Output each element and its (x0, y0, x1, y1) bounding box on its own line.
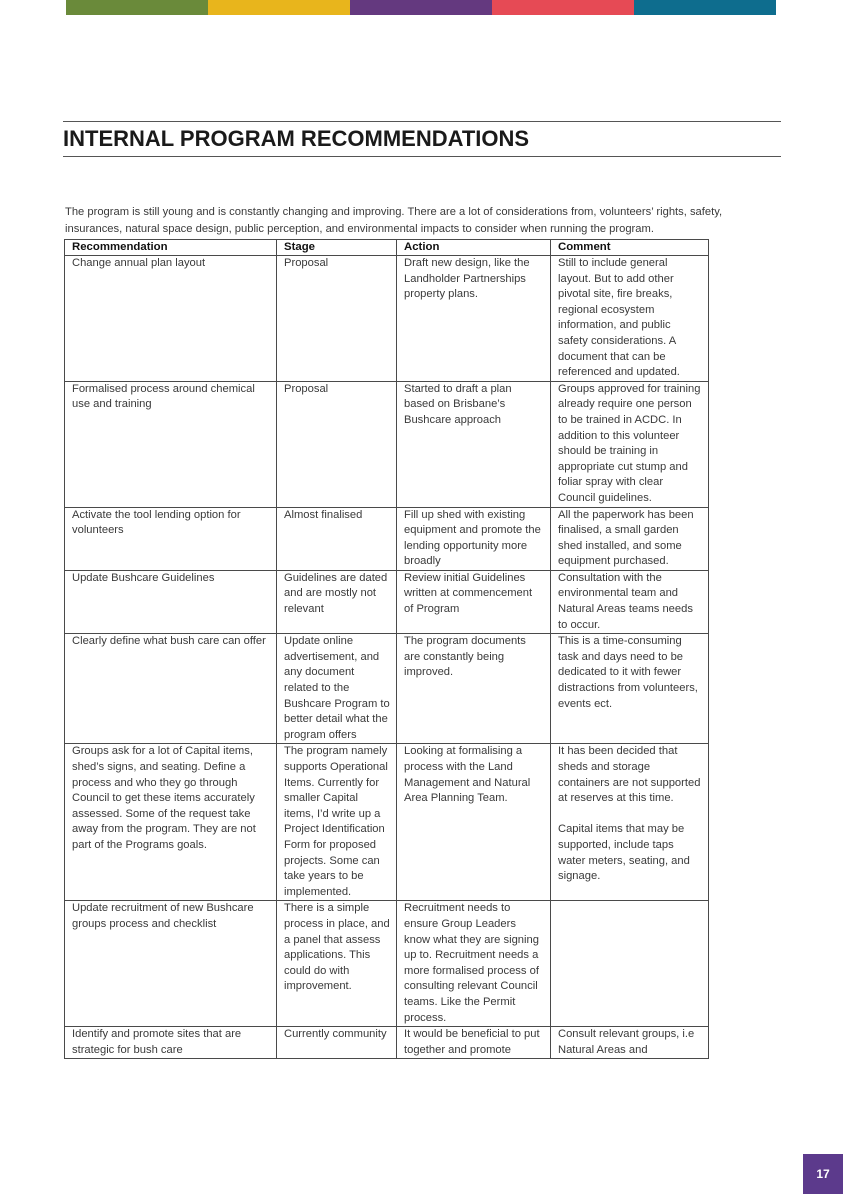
cell-comment: Groups approved for training already require one person to be trained in ACDC. In addition to this volunteer should be training in appropriate cut stump and foliar spray with clear Council guidelines. (551, 381, 709, 507)
table-row (65, 256, 709, 382)
cell-recommendation: Update recruitment of new Bushcare groups process and checklist (65, 901, 277, 1027)
color-bar-segment (634, 0, 776, 15)
cell-action: Looking at formalising a process with the Land Management and Natural Area Planning Team. (397, 744, 551, 901)
cell-comment (551, 901, 709, 1027)
color-bar-segment (66, 0, 208, 15)
cell-action: Fill up shed with existing equipment and promote the lending opportunity more broadly (397, 507, 551, 570)
cell-stage: There is a simple process in place, and a panel that assess applications. This could do with improvement. (277, 901, 397, 1027)
table-row (65, 381, 709, 507)
table-row (65, 744, 709, 901)
cell-comment: This is a time-consuming task and days need to be dedicated to it with fewer distractions from volunteers, events ect. (551, 634, 709, 744)
cell-recommendation: Groups ask for a lot of Capital items, shed’s signs, and seating. Define a process and who they go through Council to get these items accurately assessed. Some of the request take away from the program. They are not part of the Programs goals. (65, 744, 277, 901)
cell-action: The program documents are constantly being improved. (397, 634, 551, 744)
cell-stage: Almost finalised (277, 507, 397, 570)
intro-paragraph: The program is still young and is constantly changing and improving. There are a lot of considerations from, volunteers’ rights, safety, insurances, natural space design, public perception, and environmental impacts to consider when running the program. (65, 206, 723, 235)
brand-color-bar (66, 0, 776, 15)
cell-action: Started to draft a plan based on Brisbane’s Bushcare approach (397, 381, 551, 507)
column-header-recommendation: Recommendation (65, 240, 277, 256)
cell-action: Review initial Guidelines written at commencement of Program (397, 570, 551, 633)
cell-stage: The program namely supports Operational Items. Currently for smaller Capital items, I’d write up a Project Identification Form for proposed projects. Some can take years to be implemented. (277, 744, 397, 901)
page-number-badge: 17 (803, 1154, 843, 1194)
cell-stage: Update online advertisement, and any document related to the Bushcare Program to better detail what the program offers (277, 634, 397, 744)
cell-action: It would be beneficial to put together and promote (397, 1027, 551, 1059)
recommendations-table (64, 239, 709, 1059)
cell-stage: Proposal (277, 256, 397, 382)
cell-comment: Consult relevant groups, i.e Natural Areas and (551, 1027, 709, 1059)
cell-stage: Guidelines are dated and are mostly not relevant (277, 570, 397, 633)
table-row (65, 507, 709, 570)
cell-action: Draft new design, like the Landholder Partnerships property plans. (397, 256, 551, 382)
table-row (65, 570, 709, 633)
cell-action: Recruitment needs to ensure Group Leaders know what they are signing up to. Recruitment needs a more formalised process of consulting relevant Council teams. Like the Permit process. (397, 901, 551, 1027)
cell-recommendation: Activate the tool lending option for volunteers (65, 507, 277, 570)
cell-recommendation: Change annual plan layout (65, 256, 277, 382)
cell-recommendation: Clearly define what bush care can offer (65, 634, 277, 744)
column-header-stage: Stage (277, 240, 397, 256)
cell-stage: Currently community (277, 1027, 397, 1059)
table-row (65, 1027, 709, 1059)
cell-stage: Proposal (277, 381, 397, 507)
cell-recommendation: Formalised process around chemical use and training (65, 381, 277, 507)
cell-recommendation: Update Bushcare Guidelines (65, 570, 277, 633)
table-row (65, 634, 709, 744)
color-bar-segment (208, 0, 350, 15)
cell-comment: It has been decided that sheds and storage containers are not supported at reserves at this time. Capital items that may be supported, include taps water meters, seating, and signage. (551, 744, 709, 901)
column-header-comment: Comment (551, 240, 709, 256)
cell-comment: All the paperwork has been finalised, a small garden shed installed, and some equipment purchased. (551, 507, 709, 570)
cell-recommendation: Identify and promote sites that are strategic for bush care (65, 1027, 277, 1059)
table-row (65, 901, 709, 1027)
column-header-action: Action (397, 240, 551, 256)
table-header-row (65, 240, 709, 256)
color-bar-segment (350, 0, 492, 15)
page-title: INTERNAL PROGRAM RECOMMENDATIONS (63, 126, 530, 151)
heading-block (63, 121, 781, 157)
cell-comment: Consultation with the environmental team and Natural Areas teams needs to occur. (551, 570, 709, 633)
cell-comment: Still to include general layout. But to add other pivotal site, fire breaks, regional ecosystem information, and public safety considerations. A document that can be referenced and updated. (551, 256, 709, 382)
color-bar-segment (492, 0, 634, 15)
